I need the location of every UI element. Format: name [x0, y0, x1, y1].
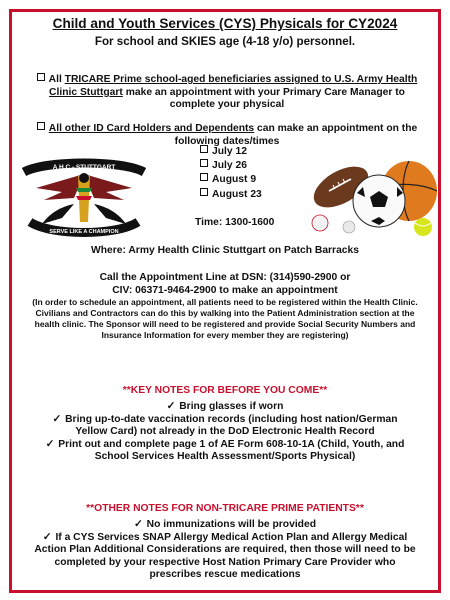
appointment-line — [12, 272, 438, 297]
checkbox-icon — [37, 73, 45, 81]
check-icon: ✓ — [45, 438, 55, 450]
check-icon: ✓ — [166, 401, 176, 412]
checkbox-icon — [200, 173, 208, 181]
date-item: August 23 — [200, 188, 310, 202]
bullet-text: make an appointment with your Primary Care Manager to complete your physical — [122, 86, 405, 111]
horse-icon — [42, 204, 74, 224]
list-item: ✓ No immunizations will be provided — [134, 519, 316, 530]
page-subtitle: For school and SKIES age (4-18 y/o) personnel. — [94, 35, 356, 48]
date-item: August 9 — [200, 173, 310, 187]
list-item: ✓ Bring up-to-date vaccination records (including host nation/German Yellow Card) not already in the DoD Electronic Health Record — [52, 413, 398, 438]
logo-bottom-text: SERVE LIKE A CHAMPION — [49, 229, 119, 235]
date-item: July 12 — [200, 145, 310, 159]
key-notes-heading: **KEY NOTES FOR BEFORE YOU COME** — [122, 385, 328, 396]
key-notes-list — [26, 401, 424, 464]
sports-balls-image — [305, 157, 439, 239]
date-list — [200, 145, 310, 202]
flyer — [9, 9, 441, 593]
check-icon: ✓ — [42, 531, 52, 543]
tricare-underlined-text: TRICARE Prime school-aged beneficiaries assigned to U.S. Army Health Clinic Stuttgart — [49, 74, 418, 98]
other-notes-list — [26, 519, 424, 582]
other-id-underlined-text: All other ID Card Holders and Dependents — [48, 123, 255, 134]
check-icon: ✓ — [134, 519, 143, 530]
other-notes-heading: **OTHER NOTES FOR NON-TRICARE PRIME PATIENTS** — [86, 503, 364, 514]
date-item: July 26 — [200, 159, 310, 173]
logo-top-text: A H C - STUTTGART — [52, 164, 116, 171]
list-item: ✓ Bring glasses if worn — [166, 401, 284, 412]
tennis-ball-icon — [414, 218, 432, 236]
registration-note: (In order to schedule an appointment, all patients need to be registered within the Health Clinic. Civilians and Contractors can do this by walking into the Patient Administration section at the health clinic. The Sponsor will need to be registered and provide Social Security Numbers and Insurance Information for every member they are registering) — [32, 297, 418, 340]
bullet-text: All — [48, 74, 65, 85]
check-icon: ✓ — [52, 413, 62, 425]
checkbox-icon — [37, 122, 45, 130]
bullet-tricare — [34, 73, 420, 112]
phone-line-2: CIV: 06371-9464-2900 to make an appointment — [112, 284, 338, 296]
time-text: Time: 1300-1600 — [195, 217, 275, 228]
checkbox-icon — [200, 145, 208, 153]
bullet-text: can make an appointment on the following dates/times — [174, 123, 418, 147]
checkbox-icon — [200, 188, 208, 196]
list-item: ✓ If a CYS Services SNAP Allergy Medical Action Plan and Allergy Medical Action Plan Additional Considerations are required, then those will need to be completed by your respective Host Nation Primary Care Provider who prescribes rescue medications — [34, 531, 416, 581]
checkbox-icon — [200, 159, 208, 167]
baseball-icon — [312, 215, 328, 231]
golf-ball-icon — [343, 221, 355, 233]
page-title: Child and Youth Services (CYS) Physicals for CY2024 — [52, 16, 398, 31]
clinic-logo — [16, 152, 152, 242]
list-item: ✓ Print out and complete page 1 of AE Form 608-10-1A (Child, Youth, and School Services Health Assessment/Sports Physical) — [45, 438, 405, 463]
location-text: Where: Army Health Clinic Stuttgart on Patch Barracks — [91, 245, 359, 256]
phone-line-1: Call the Appointment Line at DSN: (314)590-2900 or — [99, 272, 351, 283]
